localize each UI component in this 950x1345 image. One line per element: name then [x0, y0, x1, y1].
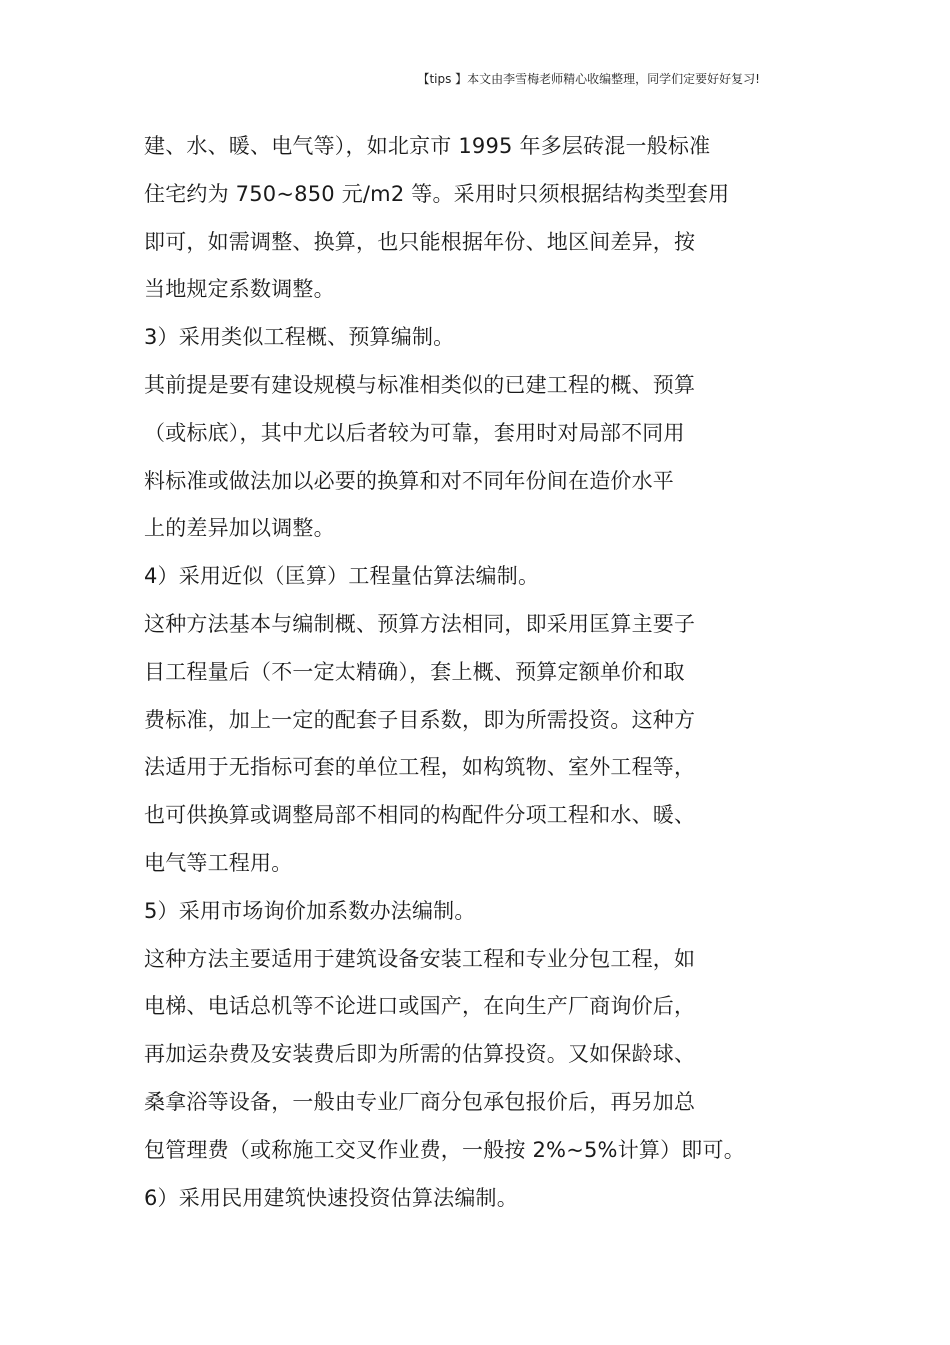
text-line: 法适用于无指标可套的单位工程，如构筑物、室外工程等，: [144, 755, 696, 780]
text-line: 建、水、暖、电气等），如北京市 1995 年多层砖混一般标准: [144, 134, 711, 158]
text-line: 桑拿浴等设备，一般由专业厂商分包承包报价后，再另加总: [144, 1089, 696, 1114]
text-line: 电气等工程用。: [144, 850, 293, 875]
text-line: （或标底），其中尤以后者较为可靠，套用时对局部不同用: [144, 420, 685, 445]
text-line: 即可，如需调整、换算，也只能根据年份、地区间差异，按: [144, 229, 696, 254]
header-note: 【tips 】本文由李雪梅老师精心收编整理，同学们定要好好复习!: [417, 72, 760, 86]
text-line: 料标准或做法加以必要的换算和对不同年份间在造价水平: [144, 468, 674, 493]
section-heading-4: 4）采用近似（匡算）工程量估算法编制。: [144, 564, 540, 589]
section-heading-3: 3）采用类似工程概、预算编制。: [144, 325, 455, 350]
text-line: 其前提是要有建设规模与标准相类似的已建工程的概、预算: [144, 372, 696, 397]
text-line: 住宅约为 750~850 元/m2 等。采用时只须根据结构类型套用: [144, 181, 730, 206]
section-heading-6: 6）采用民用建筑快速投资估算法编制。: [144, 1185, 518, 1210]
text-line: 费标准，加上一定的配套子目系数，即为所需投资。这种方: [144, 707, 696, 732]
text-line: 当地规定系数调整。: [144, 277, 335, 302]
text-line: 也可供换算或调整局部不相同的构配件分项工程和水、暖、: [144, 803, 696, 828]
text-line: 包管理费（或称施工交叉作业费，一般按 2%~5%计算）即可。: [144, 1137, 745, 1162]
text-line: 目工程量后（不一定太精确），套上概、预算定额单价和取: [144, 659, 685, 684]
section-heading-5: 5）采用市场询价加系数办法编制。: [144, 898, 476, 923]
document-body: [144, 128, 824, 1227]
text-line: 电梯、电话总机等不论进口或国产，在向生产厂商询价后，: [144, 994, 696, 1019]
text-line: 再加运杂费及安装费后即为所需的估算投资。又如保龄球、: [144, 1042, 696, 1067]
text-line: 这种方法主要适用于建筑设备安装工程和专业分包工程，如: [144, 946, 696, 971]
text-line: 上的差异加以调整。: [144, 516, 335, 541]
text-line: 这种方法基本与编制概、预算方法相同，即采用匡算主要子: [144, 611, 696, 636]
